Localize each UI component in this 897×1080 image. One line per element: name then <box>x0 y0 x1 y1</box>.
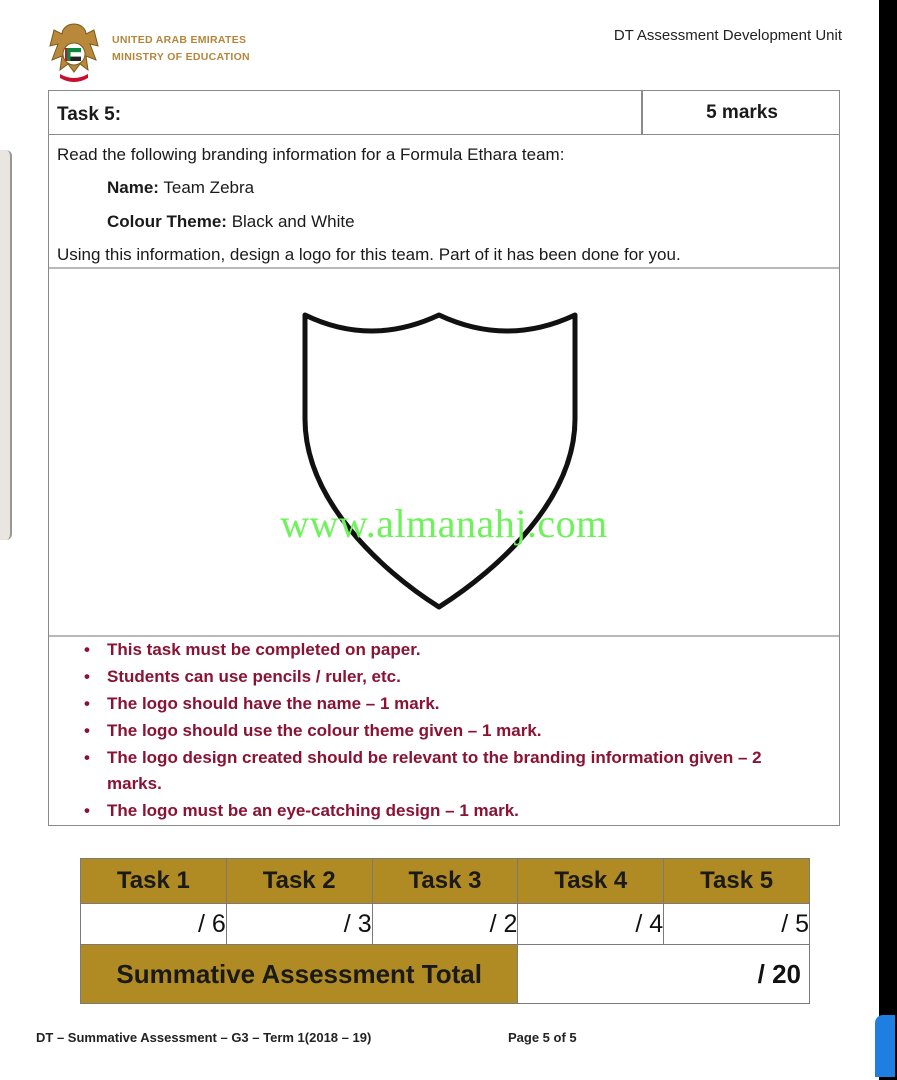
score-value: / 5 <box>664 904 810 945</box>
watermark: www.almanahj.com <box>280 501 608 546</box>
side-tab <box>875 1015 895 1077</box>
task-header <box>49 91 839 135</box>
country-name: UNITED ARAB EMIRATES <box>112 34 247 46</box>
intro-separator <box>49 267 839 269</box>
criteria-item: • This task must be completed on paper. <box>107 637 797 663</box>
criteria-item: • Students can use pencils / ruler, etc. <box>107 664 797 690</box>
score-header: Task 1 <box>81 859 227 904</box>
score-table <box>80 858 810 1004</box>
task-box <box>48 90 840 826</box>
total-value: / 20 <box>518 945 810 1004</box>
total-row <box>81 945 810 1004</box>
score-value: / 3 <box>226 904 372 945</box>
task-marks: 5 marks <box>706 102 778 123</box>
score-value: / 6 <box>81 904 227 945</box>
score-header: Task 5 <box>664 859 810 904</box>
criteria-item: • The logo design created should be relevant to the branding information given – 2 marks. <box>107 745 797 797</box>
score-header-row <box>81 859 810 904</box>
footer-info: DT – Summative Assessment – G3 – Term 1(2018 – 19) <box>36 1030 372 1045</box>
criteria-item: • The logo should use the colour theme given – 1 mark. <box>107 718 797 744</box>
criteria-item: • The logo should have the name – 1 mark. <box>107 691 797 717</box>
total-label: Summative Assessment Total <box>81 945 518 1004</box>
task-instruction: Using this information, design a logo for this team. Part of it has been done for you. <box>57 245 681 264</box>
task-header-divider <box>641 91 643 135</box>
colour-theme-label: Colour Theme: <box>107 212 227 231</box>
score-header: Task 4 <box>518 859 664 904</box>
colour-theme-value: Black and White <box>231 212 355 231</box>
uae-emblem-icon <box>48 20 100 86</box>
shield-outline-icon <box>299 309 581 611</box>
score-header: Task 2 <box>226 859 372 904</box>
colour-theme-line <box>107 212 355 232</box>
criteria-item: • The logo must be an eye-catching design – 1 mark. <box>107 798 797 824</box>
task-intro: Read the following branding information for a Formula Ethara team: <box>57 145 565 164</box>
ministry-name <box>112 32 250 66</box>
score-value: / 2 <box>372 904 518 945</box>
team-name-value: Team Zebra <box>163 178 255 197</box>
unit-name: DT Assessment Development Unit <box>613 27 842 44</box>
score-header: Task 3 <box>372 859 518 904</box>
task-title: Task 5: <box>57 104 122 125</box>
score-value: / 4 <box>518 904 664 945</box>
team-name-line <box>107 178 254 198</box>
ministry-label: MINISTRY OF EDUCATION <box>112 51 250 63</box>
team-name-label: Name: <box>107 178 159 197</box>
score-value-row <box>81 904 810 945</box>
page-right-edge <box>879 0 897 1080</box>
page-left-edge <box>0 150 12 540</box>
page-number: Page 5 of 5 <box>508 1030 577 1045</box>
